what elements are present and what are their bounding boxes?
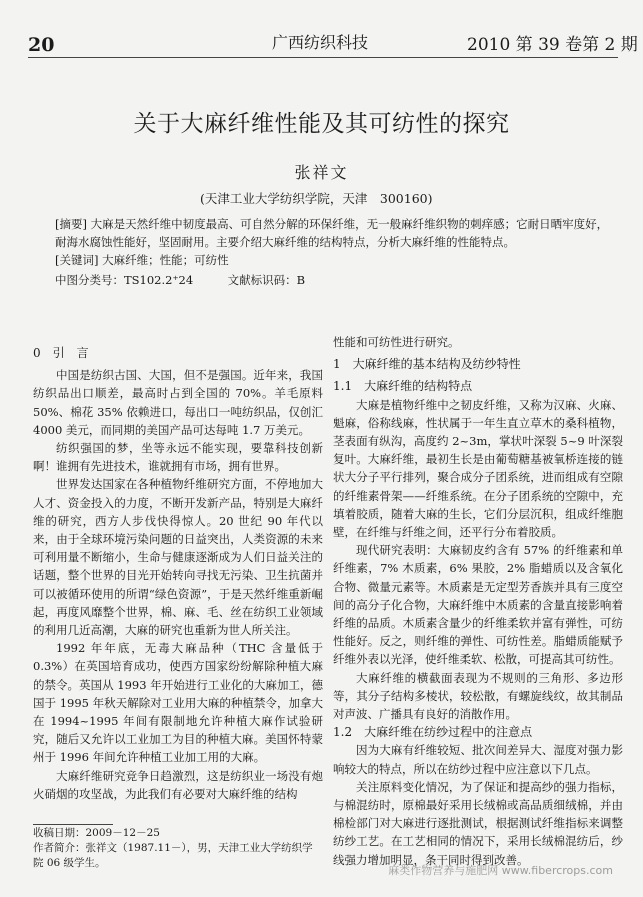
footnote-rule bbox=[33, 824, 113, 825]
affiliation: (天津工业大学纺织学院，天津 300160) bbox=[200, 191, 433, 206]
classification: 中图分类号：TS102.2⁺24 文献标识码：B bbox=[55, 273, 306, 287]
right-column bbox=[333, 333, 623, 869]
abstract: [摘要] 大麻是天然纤维中韧度最高、可自然分解的环保纤维，无一般麻纤维织物的刺痒感；它耐日晒牢度好，耐海水腐蚀性能好，坚固耐用。主要介绍大麻纤维的结构特点，分析大麻纤维的性能特点。 bbox=[55, 217, 609, 249]
section-heading-1: 1 大麻纤维的基本结构及纺纱特性 bbox=[333, 357, 521, 372]
received-date: 收稿日期：2009－12－25 bbox=[33, 827, 160, 839]
paragraph: 中国是纺织古国、大国，但不是强国。近年来，我国纺织品出口顺差，最高时占到全国的 70%。羊毛原料 50%、棉花 35% 依赖进口，每出口一吨纺织品，仅创汇 4000 美元，而同期的美国产品可达每吨 1.7 万美元。 bbox=[33, 368, 323, 437]
author-bio: 作者简介：张祥文（1987.11－），男，天津工业大学纺织学院 06 级学生。 bbox=[33, 842, 313, 869]
footnote bbox=[33, 826, 323, 871]
page-number: 20 bbox=[28, 34, 55, 56]
paragraph: 因为大麻有纤维较短、批次间差异大、湿度对强力影响较大的特点，所以在纺纱过程中应注意以下几点。 bbox=[333, 743, 623, 776]
subsection-heading-1-1: 1.1 大麻纤维的结构特点 bbox=[333, 379, 473, 394]
paragraph: 关注原料变化情况，为了保证和提高纱的强力指标，与棉混纺时，原棉最好采用长绒棉或高品质细绒棉，并由棉检部门对大麻进行逐批测试，根据测试纤维指标来调整纺纱工艺。在工艺相同的情况下，采用长绒棉混纺后，纱线强力增加明显，条干同时得到改善。 bbox=[333, 779, 623, 867]
paragraph: 世界发达国家在各种植物纤维研究方面，不停地加大人才、资金投入的力度，不断开发新产品，特别是大麻纤维的研究，西方人步伐快得惊人。20 世纪 90 年代以来，由于全球环境污染问题的日益突出，人类资源的未来可利用量不断缩小，生命与健康逐渐成为人们日益关注的话题，整个世界的目光开始转向寻找无污染、卫生抗菌并可以被循环使用的所谓“绿色资源”，于是天然纤维重新崛起，再度风靡整个世界，棉、麻、毛、丝在纺织工业领域的利用几近高潮，大麻的研究也重新为世人所关注。 bbox=[33, 477, 323, 638]
journal-name: 广西纺织科技 bbox=[272, 33, 369, 52]
left-column bbox=[33, 340, 323, 803]
header-rule bbox=[28, 57, 618, 58]
article-title: 关于大麻纤维性能及其可纺性的探究 bbox=[133, 111, 510, 137]
watermark: 麻类作物营养与施肥网 www.fibercrops.com bbox=[388, 864, 613, 877]
paragraph: 1992 年年底，无毒大麻品种（THC 含量低于 0.3%）在英国培育成功，使西方国家纷纷解除种植大麻的禁令。英国从 1993 年开始进行工业化的大麻加工，德国于 1995 年秋天解除对工业用大麻的种植禁令，加拿大在 1994~1995 年间有限制地允许种植大麻作试验研究，随后又允许以工业加工为目的种植大麻。美国怀特蒙州于 1996 年间允许种植工业加工用的大麻。 bbox=[33, 641, 323, 765]
keywords: [关键词] 大麻纤维；性能；可纺性 bbox=[55, 253, 229, 267]
running-header bbox=[0, 26, 643, 56]
author-name: 张祥文 bbox=[294, 163, 349, 182]
issue-info: 2010 第 39 卷第 2 期 bbox=[467, 35, 638, 55]
section-heading-intro: 0 引 言 bbox=[33, 346, 89, 360]
paragraph: 大麻纤维研究竞争日趋激烈，这是纺织业一场没有炮火硝烟的攻坚战，为此我们有必要对大麻纤维的结构 bbox=[33, 768, 323, 801]
subsection-heading-1-2: 1.2 大麻纤维在纺纱过程中的注意点 bbox=[333, 725, 533, 740]
paragraph-continuation: 性能和可纺性进行研究。 bbox=[333, 335, 460, 349]
paragraph: 纺织强国的梦，坐等永远不能实现，要靠科技创新啊！谁拥有先进技术，谁就拥有市场，拥有世界。 bbox=[33, 441, 323, 474]
paragraph: 大麻是植物纤维中之韧皮纤维，又称为汉麻、火麻、魁麻，俗称线麻，性状属于一年生直立草木的桑科植物，茎表面有纵沟，高度约 2~3m，掌状叶深裂 5~9 叶深裂复叶。大麻纤维，最初生长是由葡萄糖基被氧桥连接的链状大分子平行排列，聚合成分子团系统，进而组成有空隙的纤维素骨架——纤维系统。在分子团系统的空隙中，充填着胶质，随着大麻的生长，它们分层沉积，组成纤维胞壁，在纤维与纤维之间，还平行分布着胶质。 bbox=[333, 397, 623, 540]
paragraph: 大麻纤维的横截面表现为不规则的三角形、多边形等，其分子结构多棱状，较松散，有螺旋线纹，故其制品对声波、广播具有良好的消散作用。 bbox=[333, 670, 623, 722]
paragraph: 现代研究表明：大麻韧皮约含有 57% 的纤维素和单纤维素，7% 木质素，6% 果胶，2% 脂蜡质以及含氧化合物、微量元素等。木质素是无定型芳香族并具有三度空间的高分子化合物，大麻纤维中木质素的含量直接影响着纤维的品质。木质素含量少的纤维柔软并富有弹性，可纺性能好。反之，则纤维的弹性、可纺性差。脂蜡质能赋予纤维外表以光泽，使纤维柔软、松散，可提高其可纺性。 bbox=[333, 543, 623, 667]
